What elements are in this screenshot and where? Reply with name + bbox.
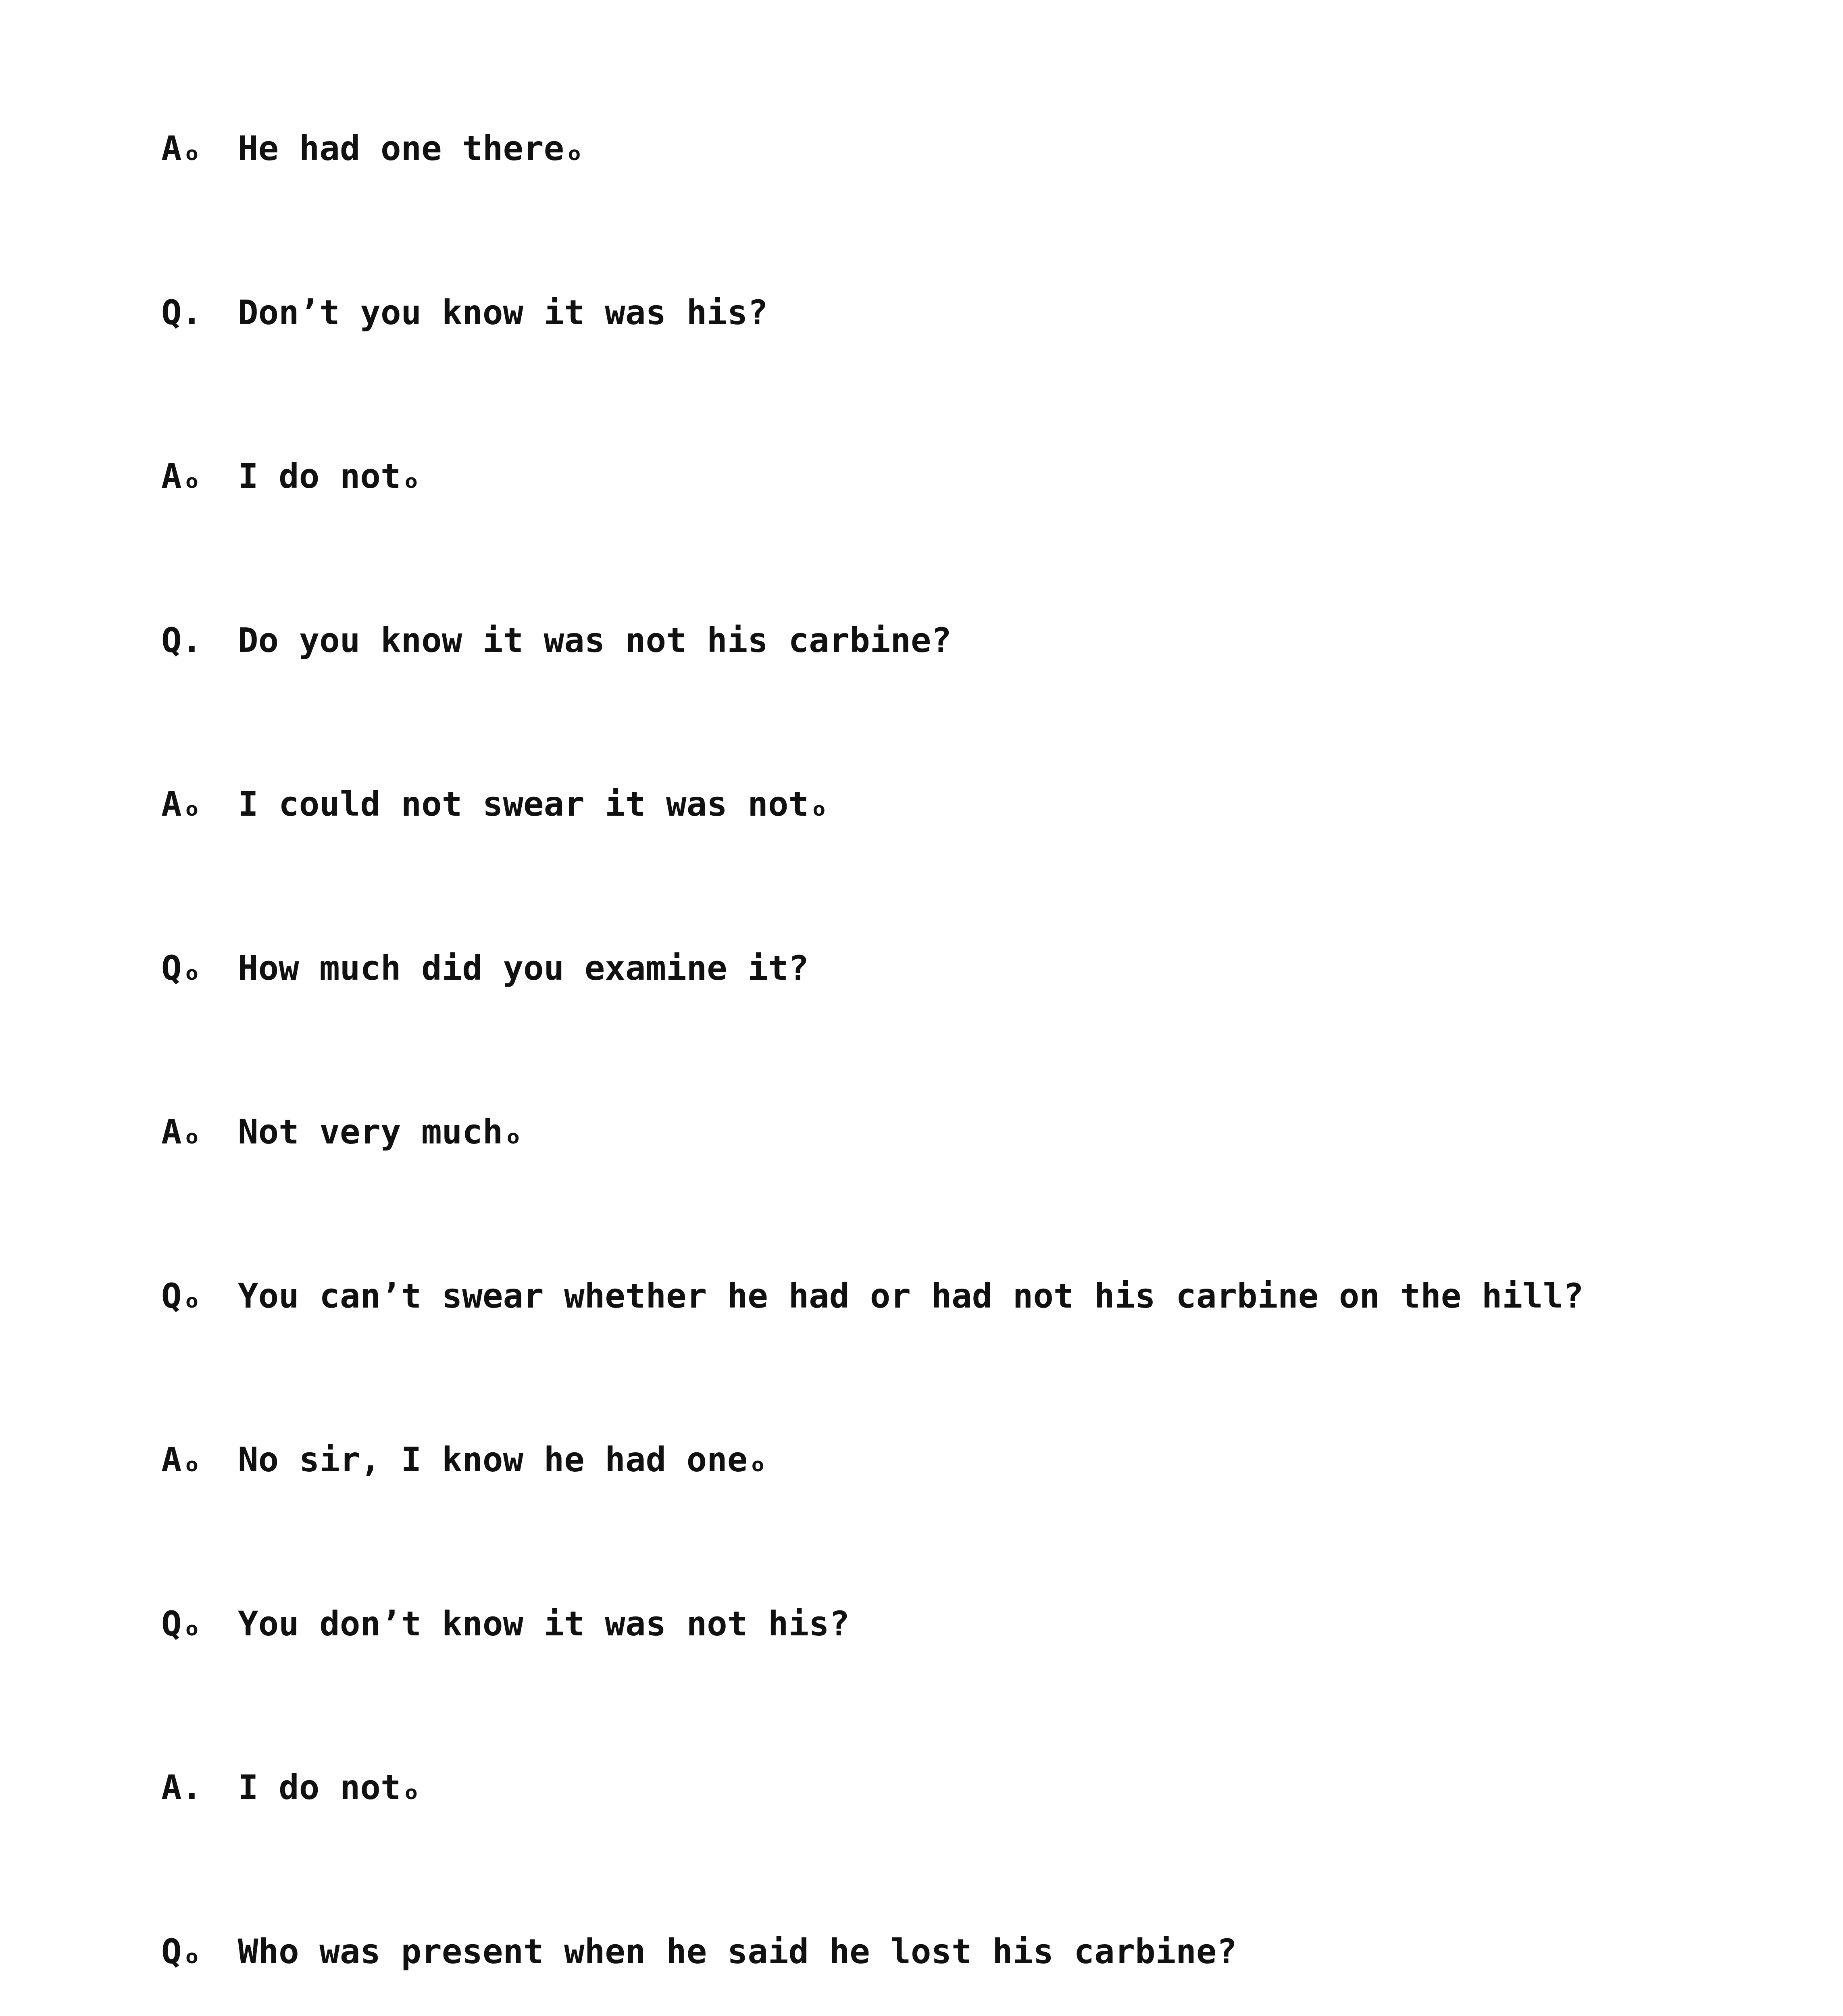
transcript-line (161, 1604, 1814, 1768)
speaker-label: Q. (161, 620, 202, 660)
utterance-text: Who was present when he said he lost his carbine? (238, 1931, 1237, 1971)
transcript-line (161, 1112, 1814, 1276)
utterance-text: Not very muchₒ (238, 1112, 524, 1152)
utterance-text: He had one thereₒ (238, 129, 585, 168)
transcript-line (161, 292, 1814, 456)
speaker-label: Aₒ (161, 129, 202, 168)
speaker-label: Aₒ (161, 1440, 202, 1479)
speaker-label: Aₒ (161, 1112, 202, 1152)
speaker-label: Aₒ (161, 456, 202, 496)
utterance-text: I do notₒ (238, 456, 422, 496)
utterance-text: Don’t you know it was his? (238, 292, 768, 332)
utterance-text: You can’t swear whether he had or had not his carbine on the hill? (238, 1276, 1584, 1316)
transcript (161, 128, 1814, 2016)
transcript-line (161, 620, 1814, 784)
transcript-line (161, 1931, 1814, 2016)
transcript-line (161, 784, 1814, 948)
speaker-label: A. (161, 1768, 202, 1807)
speaker-label: Qₒ (161, 1931, 202, 1971)
transcript-line (161, 948, 1814, 1112)
utterance-text: I could not swear it was notₒ (238, 784, 829, 824)
speaker-label: Qₒ (161, 1604, 202, 1643)
utterance-text: You don’t know it was not his? (238, 1604, 850, 1643)
speaker-label: Qₒ (161, 1276, 202, 1316)
utterance-text: I do notₒ (238, 1768, 422, 1807)
transcript-line (161, 1276, 1814, 1440)
utterance-text: Do you know it was not his carbine? (238, 620, 952, 660)
transcript-line (161, 128, 1814, 292)
utterance-text: No sir, I know he had oneₒ (238, 1440, 768, 1479)
transcript-line (161, 456, 1814, 620)
utterance-text: How much did you examine it? (238, 948, 809, 988)
transcript-line (161, 1767, 1814, 1931)
transcript-line (161, 1439, 1814, 1604)
speaker-label: Aₒ (161, 784, 202, 824)
speaker-label: Q. (161, 292, 202, 332)
speaker-label: Qₒ (161, 948, 202, 988)
